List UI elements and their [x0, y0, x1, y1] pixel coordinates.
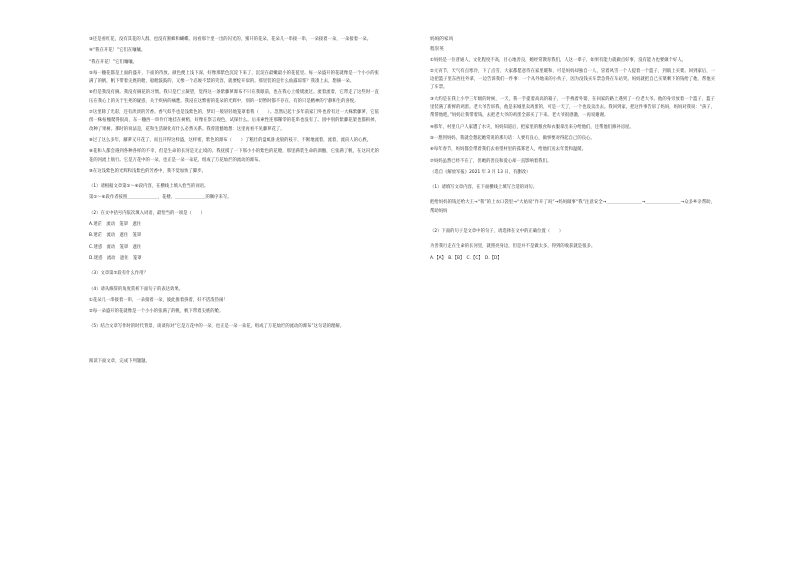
- section-instruction: 阅读下面文章，完成下列题题。: [89, 358, 150, 364]
- paragraph: ④“我在开花！”它们在嚷嚷。: [89, 48, 146, 54]
- article-title: 妈妈的家风: [430, 37, 454, 42]
- paragraph: “我在开花！”它们嚷嚷。: [89, 59, 138, 65]
- question: （3）文章第⑦段有什么作用？: [89, 271, 148, 277]
- paragraph: ②元宵节，天气有点寒冷，下了点雪，大家都愿意待在家里暖和，可是妈妈却独自一人，冒着风雪一个人提着一个篮子，到镇上买菜。回到家后，一边把篮子里东西往外拿，一边告诉我们一件事：一个从外地来的小伙子，因为没钱买车票急得在车站哭。妈妈就把自己买菜剩下的钱给了他，帮他买了车票。: [430, 68, 715, 91]
- question-line: 把给妈妈的钱还给大王→“我”的上衣口袋里→“大姑说“作开了吗”→妈妈做事“我”注意安全→＿＿＿＿＿＿＿＿→＿＿＿＿＿＿＿＿→众多乡亲帮助，帮助妈妈: [430, 200, 715, 214]
- paragraph: ①妈妈是一位普通人，文化程度不高，目心地善良，她经常教育我们，人这一辈子，如果有能力就做点好事，没有能力也要做个好人。: [430, 57, 687, 63]
- paragraph: ⑥但是我没有摘。我没有摘花的习惯。我只是伫立凝望，觉得这一条紫藤萝瀑布不只在我眼前，也在我心上缓缓流过。流着流着，它带走了这些时一直压在我心上的关于生死的疑惑，关于疾病的痛楚。我浸在这繁密的花朵的光辉中，别的一切暂时都不存在，有的只是精神的宁静和生的喜悦。: [89, 90, 379, 104]
- paragraph: ⑧过了这么多年，藤萝又开花了，而且开得这样盛，这样密，紫色的瀑布（ ）了粗壮的盘虬卧龙般的枝干，不断地流着，流着，流向人的心底。: [89, 137, 372, 143]
- paragraph: ③还是看红花，没有其花的人群，也没有蜜蜂和蝴蝶。再看那个里一出的闪光的，蜜开的花朵。花朵儿一串接一串，一朵接着一朵，一朵接着一朵。: [89, 37, 372, 42]
- paragraph: ⑦这里除了光彩，还有淡淡的芳香。香气似乎也是浅紫色的，梦幻一般轻轻地笼罩着我（ ）。忽然记起十多年前家门外也曾有过一大株紫藤萝，它依傍一株枯槐爬得很高，东一穗西一串伶仃地挂在树梢，好像在察言观色，试探什么。后来索性连那稀零的花串也没有了。园中别的紫藤花架也都拆掉，改种了果树。那时的说法是，花和生活腐化有什么必然关系。我曾遗憾地想：这里再看不见藤萝花了。: [89, 110, 379, 132]
- question: （1）请根据文章第①～⑥段内容，在横线上填入恰当的词语。: [89, 184, 209, 190]
- paragraph: ④那年，村里几户人家遭了水灾，妈妈知道后，把家里的粮食和衣服拿出来分给他们，还帮他们修补房屋。: [430, 124, 634, 130]
- paragraph: ③大约是在我上小学三年级的时候，一天，我一手提着高高的箱子，一手拽着外婆，在回家的路上遇到了一位老大爷。他的身旁放着一个篮子，篮子里装满了新鲜的鸡蛋。老大爷告诉我，他是来城里卖鸡蛋的，可是一天了，一个也没卖出去。我回到家，把这件事告诉了妈妈，妈妈对我说：“孩子，帮帮他吧。”妈妈让我带着钱，去把老大爷的鸡蛋全部买了下来。老大爷很感激，一再说谢谢。: [430, 96, 715, 119]
- option: B.迷茫 流动 遮住 笼罩: [89, 233, 142, 239]
- paragraph: ⑩在这浅紫色的光辉和浅紫色的芳香中，我不觉加快了脚步。: [89, 168, 206, 174]
- option: A.【A】 B.【B】 C.【C】 D.【D】: [430, 255, 502, 261]
- paragraph: ⑥每年春节，妈妈都会带着我们去看望村里的孤寡老人，给他们送去年货和温暖。: [430, 147, 587, 153]
- paragraph: ⑦妈妈虽然已经不在了，但她的善良和爱心却一直影响着我们。: [430, 158, 552, 164]
- question: （2）在文中括号内依次填入词语，最恰当的一项是（ ）: [89, 210, 205, 216]
- question-line: 第①～⑥段作者按照＿＿＿＿＿＿＿、花楼、＿＿＿＿＿＿＿的顺序来写。: [89, 195, 232, 201]
- paragraph: ⑤一想到妈妈，我就会想起她常说的那句话：人要有良心，做事要对得起自己的良心。: [430, 135, 595, 141]
- question: （1）请填写文章内容，在下面横线上填写合适的词句。: [430, 185, 538, 191]
- left-column: [89, 36, 379, 546]
- option: C.迷惑 流动 笼罩 遮住: [89, 244, 142, 250]
- option: D.迷惑 流动 遮住 笼罩: [89, 255, 142, 261]
- source-note: （选自《解放军报》2021 年 3 月 13 日，有删改）: [430, 169, 531, 175]
- question-line: ①花朵儿一串接着一串，一朵接着一朵，彼此推着挤着，好不活泼热闹！: [89, 297, 228, 303]
- article-author: 程崇英: [430, 47, 444, 53]
- question: （4）请从修辞的角度赏析下面句子的表达效果。: [89, 286, 184, 292]
- question-line: 为善我行走在生命的长河里，就照亮身边，但是并不是做太多，得到的收获就是很多。: [430, 244, 596, 250]
- question-line: ②每一朵盛开的花就像是一个小小的张满了的帆，帆下带着尖底的舱。: [89, 309, 224, 315]
- question: （5）结合文章写作时的时代背景，谈谈你对“它是万花中的一朵，也正是一朵一朵花，组成了万花灿烂的流动的瀑布”这句话的理解。: [89, 324, 345, 330]
- right-column: [430, 36, 715, 546]
- paragraph: ⑨花和人都会遇到各种各样的不幸，但是生命的长河是无止境的。我抚摸了一下那小小的紫色的花舱，那里满装生命的酒酿，它张满了帆，在这闪光的花的河流上航行。它是万花中的一朵，也正是一朵一朵花，组成了万花灿烂的流动的瀑布。: [89, 149, 379, 163]
- paragraph: ⑤每一穗花都是上面的盛开，下面的待放。颜色便上浅下深，好像那紫色沉淀下来了，沉淀在最嫩最小的花苞里。每一朵盛开的花就像是一个小小的张满了的帆，帆下带着尖底的舱，船舱鼓鼓的，又像一个忍俊不禁的笑容，就要绽开似的。那里装的是什么仙露琼浆？我凑上去，想摘一朵。: [89, 70, 379, 85]
- option: A.迷茫 流动 笼罩 遮住: [89, 222, 142, 228]
- question: （2）下面的句子是文章中的句子，请选择在文中的正确位置（ ）: [430, 229, 564, 235]
